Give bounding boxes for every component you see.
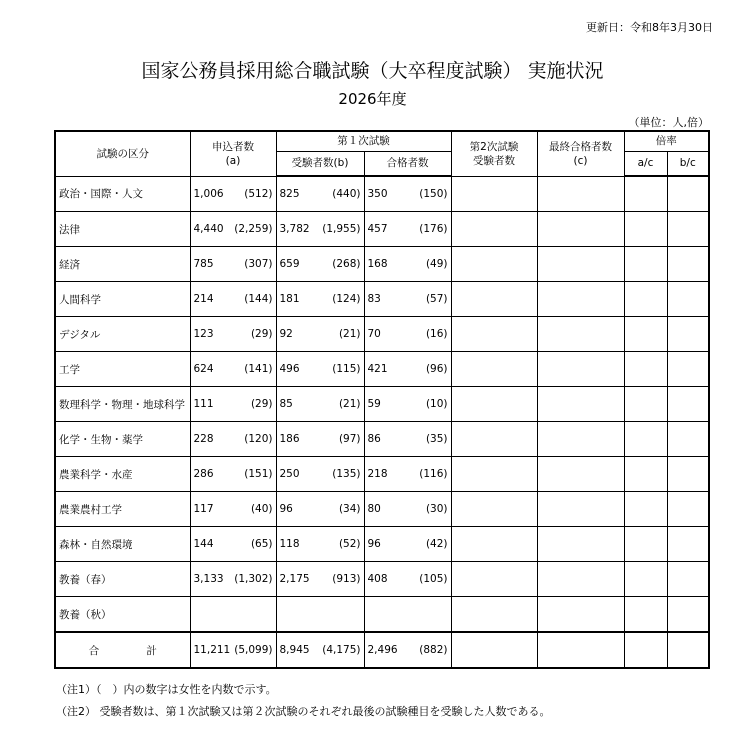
passers-count: 350 — [367, 188, 388, 200]
examinees-count: 118 — [279, 538, 300, 550]
unit-label: （単位：人,倍） — [628, 116, 709, 129]
passers-count: 59 — [367, 398, 381, 410]
table-row — [55, 176, 709, 212]
category-cell: 農業科学・水産 — [55, 457, 190, 492]
second-exam-cell — [451, 422, 537, 457]
header-applicants — [190, 131, 276, 176]
second-exam-cell — [451, 352, 537, 387]
examinees-women: (115) — [332, 363, 361, 375]
category-cell: 経済 — [55, 247, 190, 282]
applicants-women: (120) — [244, 433, 273, 445]
passers-count: 83 — [367, 293, 381, 305]
applicants-count: 144 — [193, 538, 214, 550]
total-passers-cell — [364, 632, 451, 668]
ratio-ac-cell — [624, 562, 667, 597]
examinees-women: (52) — [338, 538, 361, 550]
page-year: 2026年度 — [338, 90, 407, 108]
applicants-count: 624 — [193, 363, 214, 375]
passers-count: 80 — [367, 503, 381, 515]
examinees-cell — [276, 562, 364, 597]
applicants-women: (307) — [244, 258, 273, 270]
table-row — [55, 352, 709, 387]
category-cell: 教養（秋） — [55, 597, 190, 633]
examinees-count: 96 — [279, 503, 293, 515]
passers-count: 96 — [367, 538, 381, 550]
examinees-women: (97) — [338, 433, 361, 445]
ratio-bc-cell — [667, 387, 709, 422]
applicants-women: (65) — [250, 538, 273, 550]
examinees-count: 250 — [279, 468, 300, 480]
applicants-count: 785 — [193, 258, 214, 270]
table-row — [55, 247, 709, 282]
header-second-exam — [451, 131, 537, 176]
final-passers-cell — [537, 176, 624, 212]
applicants-women: (29) — [250, 328, 273, 340]
table-row — [55, 282, 709, 317]
passers-cell — [364, 317, 451, 352]
table-row — [55, 527, 709, 562]
total-examinees-count: 8,945 — [279, 644, 310, 656]
table-row — [55, 387, 709, 422]
passers-cell — [364, 597, 451, 633]
ratio-bc-cell — [667, 422, 709, 457]
examinees-women: (34) — [338, 503, 361, 515]
final-passers-cell — [537, 562, 624, 597]
ratio-bc-cell — [667, 352, 709, 387]
table-row — [55, 422, 709, 457]
applicants-cell — [190, 422, 276, 457]
total-applicants-women: (5,099) — [234, 644, 273, 656]
applicants-count: 228 — [193, 433, 214, 445]
ratio-ac-cell — [624, 176, 667, 212]
category-cell: 森林・自然環境 — [55, 527, 190, 562]
passers-women: (116) — [419, 468, 448, 480]
examinees-women: (135) — [332, 468, 361, 480]
examinees-cell — [276, 492, 364, 527]
passers-count: 408 — [367, 573, 388, 585]
examinees-women: (268) — [332, 258, 361, 270]
ratio-ac-cell — [624, 597, 667, 633]
applicants-women: (40) — [250, 503, 273, 515]
final-passers-cell — [537, 632, 624, 668]
passers-cell — [364, 387, 451, 422]
ratio-bc-cell — [667, 212, 709, 247]
results-table — [54, 130, 710, 669]
passers-women: (105) — [419, 573, 448, 585]
examinees-count: 85 — [279, 398, 293, 410]
examinees-count: 186 — [279, 433, 300, 445]
final-passers-cell — [537, 387, 624, 422]
passers-cell — [364, 212, 451, 247]
updated-date: 更新日：令和8年3月30日 — [586, 21, 713, 34]
footnote-2: （注2） 受験者数は、第１次試験又は第２次試験のそれぞれ最後の試験種目を受験した人数である。 — [56, 705, 551, 718]
final-passers-cell — [537, 457, 624, 492]
passers-women: (16) — [425, 328, 448, 340]
ratio-ac-cell — [624, 282, 667, 317]
header-passers: 合格者数 — [364, 151, 451, 176]
applicants-cell — [190, 492, 276, 527]
examinees-women: (124) — [332, 293, 361, 305]
passers-count: 70 — [367, 328, 381, 340]
second-exam-cell — [451, 562, 537, 597]
passers-count: 86 — [367, 433, 381, 445]
second-exam-cell — [451, 632, 537, 668]
ratio-bc-cell — [667, 317, 709, 352]
ratio-bc-cell — [667, 597, 709, 633]
applicants-cell — [190, 317, 276, 352]
total-examinees-women: (4,175) — [322, 644, 361, 656]
examinees-cell — [276, 352, 364, 387]
ratio-ac-cell — [624, 632, 667, 668]
examinees-cell — [276, 457, 364, 492]
second-exam-cell — [451, 212, 537, 247]
passers-count: 457 — [367, 223, 388, 235]
table-row — [55, 317, 709, 352]
total-examinees-cell — [276, 632, 364, 668]
examinees-count: 659 — [279, 258, 300, 270]
header-ratio: 倍率 — [624, 131, 709, 151]
examinees-cell — [276, 176, 364, 212]
passers-cell — [364, 176, 451, 212]
category-cell: 政治・国際・人文 — [55, 176, 190, 212]
applicants-cell — [190, 212, 276, 247]
ratio-bc-cell — [667, 282, 709, 317]
examinees-cell — [276, 422, 364, 457]
applicants-cell — [190, 562, 276, 597]
examinees-count: 3,782 — [279, 223, 310, 235]
examinees-cell — [276, 317, 364, 352]
applicants-women: (144) — [244, 293, 273, 305]
category-cell: 教養（春） — [55, 562, 190, 597]
applicants-count: 111 — [193, 398, 214, 410]
second-exam-cell — [451, 492, 537, 527]
header-final-passers — [537, 131, 624, 176]
applicants-cell — [190, 597, 276, 633]
applicants-women: (29) — [250, 398, 273, 410]
footnotes — [56, 684, 551, 728]
applicants-cell — [190, 457, 276, 492]
examinees-women: (440) — [332, 188, 361, 200]
header-final-passers-sub: (c) — [573, 154, 588, 167]
table-row — [55, 562, 709, 597]
passers-cell — [364, 282, 451, 317]
ratio-bc-cell — [667, 562, 709, 597]
applicants-count: 4,440 — [193, 223, 224, 235]
passers-cell — [364, 562, 451, 597]
ratio-ac-cell — [624, 457, 667, 492]
category-cell: 数理科学・物理・地球科学 — [55, 387, 190, 422]
ratio-ac-cell — [624, 527, 667, 562]
ratio-ac-cell — [624, 492, 667, 527]
ratio-bc-cell — [667, 492, 709, 527]
final-passers-cell — [537, 352, 624, 387]
ratio-ac-cell — [624, 352, 667, 387]
passers-women: (30) — [425, 503, 448, 515]
ratio-ac-cell — [624, 212, 667, 247]
second-exam-cell — [451, 247, 537, 282]
applicants-count: 123 — [193, 328, 214, 340]
table-row — [55, 492, 709, 527]
passers-cell — [364, 352, 451, 387]
passers-women: (96) — [425, 363, 448, 375]
passers-cell — [364, 422, 451, 457]
second-exam-cell — [451, 387, 537, 422]
passers-cell — [364, 527, 451, 562]
examinees-women: (21) — [338, 328, 361, 340]
examinees-cell — [276, 527, 364, 562]
passers-count: 218 — [367, 468, 388, 480]
ratio-bc-cell — [667, 247, 709, 282]
examinees-women: (1,955) — [322, 223, 361, 235]
page-title: 国家公務員採用総合職試験（大卒程度試験） 実施状況 — [141, 60, 604, 82]
examinees-cell — [276, 212, 364, 247]
header-applicants-sub: (a) — [225, 154, 241, 167]
passers-cell — [364, 492, 451, 527]
ratio-ac-cell — [624, 247, 667, 282]
passers-count: 421 — [367, 363, 388, 375]
applicants-count: 3,133 — [193, 573, 224, 585]
final-passers-cell — [537, 527, 624, 562]
total-passers-count: 2,496 — [367, 644, 398, 656]
applicants-women: (141) — [244, 363, 273, 375]
category-cell: デジタル — [55, 317, 190, 352]
table-row — [55, 457, 709, 492]
second-exam-cell — [451, 176, 537, 212]
applicants-count: 1,006 — [193, 187, 224, 200]
second-exam-cell — [451, 527, 537, 562]
passers-women: (42) — [425, 538, 448, 550]
examinees-cell — [276, 597, 364, 633]
applicants-women: (151) — [244, 468, 273, 480]
ratio-ac-cell — [624, 422, 667, 457]
total-label: 合 計 — [55, 632, 190, 668]
header-ratio-bc: b/c — [667, 151, 709, 176]
header-applicants-label: 申込者数 — [212, 140, 254, 153]
final-passers-cell — [537, 212, 624, 247]
passers-women: (49) — [425, 258, 448, 270]
total-row — [55, 632, 709, 668]
applicants-count: 286 — [193, 468, 214, 480]
final-passers-cell — [537, 492, 624, 527]
ratio-ac-cell — [624, 387, 667, 422]
examinees-women: (21) — [338, 398, 361, 410]
passers-women: (57) — [425, 293, 448, 305]
header-ratio-ac: a/c — [624, 151, 667, 176]
total-applicants-cell — [190, 632, 276, 668]
header-category: 試験の区分 — [55, 131, 190, 176]
category-cell: 人間科学 — [55, 282, 190, 317]
second-exam-cell — [451, 597, 537, 633]
passers-cell — [364, 247, 451, 282]
applicants-count: 214 — [193, 293, 214, 305]
examinees-cell — [276, 387, 364, 422]
examinees-count: 92 — [279, 328, 293, 340]
second-exam-cell — [451, 457, 537, 492]
category-cell: 農業農村工学 — [55, 492, 190, 527]
table-row — [55, 212, 709, 247]
category-cell: 工学 — [55, 352, 190, 387]
header-examinees: 受験者数(b) — [276, 151, 364, 176]
total-passers-women: (882) — [419, 644, 448, 656]
examinees-women: (913) — [332, 573, 361, 585]
ratio-bc-cell — [667, 176, 709, 212]
final-passers-cell — [537, 282, 624, 317]
header-final-passers-label: 最終合格者数 — [549, 140, 612, 153]
applicants-count: 117 — [193, 503, 214, 515]
examinees-count: 2,175 — [279, 573, 310, 585]
header-second-exam-sub: 受験者数 — [473, 154, 515, 167]
footnote-1: （注1）（ ）内の数字は女性を内数で示す。 — [56, 683, 277, 696]
passers-women: (150) — [419, 188, 448, 200]
second-exam-cell — [451, 282, 537, 317]
final-passers-cell — [537, 317, 624, 352]
applicants-women: (512) — [244, 187, 273, 200]
header-first-exam: 第１次試験 — [276, 131, 451, 151]
final-passers-cell — [537, 247, 624, 282]
total-applicants-count: 11,211 — [193, 644, 231, 656]
examinees-count: 496 — [279, 363, 300, 375]
table-row — [55, 597, 709, 633]
applicants-cell — [190, 282, 276, 317]
examinees-count: 825 — [279, 188, 300, 200]
applicants-cell — [190, 387, 276, 422]
category-cell: 法律 — [55, 212, 190, 247]
ratio-bc-cell — [667, 457, 709, 492]
applicants-cell — [190, 527, 276, 562]
applicants-women: (1,302) — [234, 573, 273, 585]
applicants-cell — [190, 352, 276, 387]
passers-cell — [364, 457, 451, 492]
passers-women: (35) — [425, 433, 448, 445]
ratio-ac-cell — [624, 317, 667, 352]
ratio-bc-cell — [667, 527, 709, 562]
passers-women: (176) — [419, 223, 448, 235]
applicants-cell — [190, 176, 276, 212]
examinees-cell — [276, 282, 364, 317]
applicants-women: (2,259) — [234, 223, 273, 235]
examinees-count: 181 — [279, 293, 300, 305]
passers-count: 168 — [367, 258, 388, 270]
final-passers-cell — [537, 597, 624, 633]
category-cell: 化学・生物・薬学 — [55, 422, 190, 457]
final-passers-cell — [537, 422, 624, 457]
ratio-bc-cell — [667, 632, 709, 668]
examinees-cell — [276, 247, 364, 282]
passers-women: (10) — [425, 398, 448, 410]
header-second-exam-label: 第2次試験 — [469, 140, 519, 153]
applicants-cell — [190, 247, 276, 282]
second-exam-cell — [451, 317, 537, 352]
